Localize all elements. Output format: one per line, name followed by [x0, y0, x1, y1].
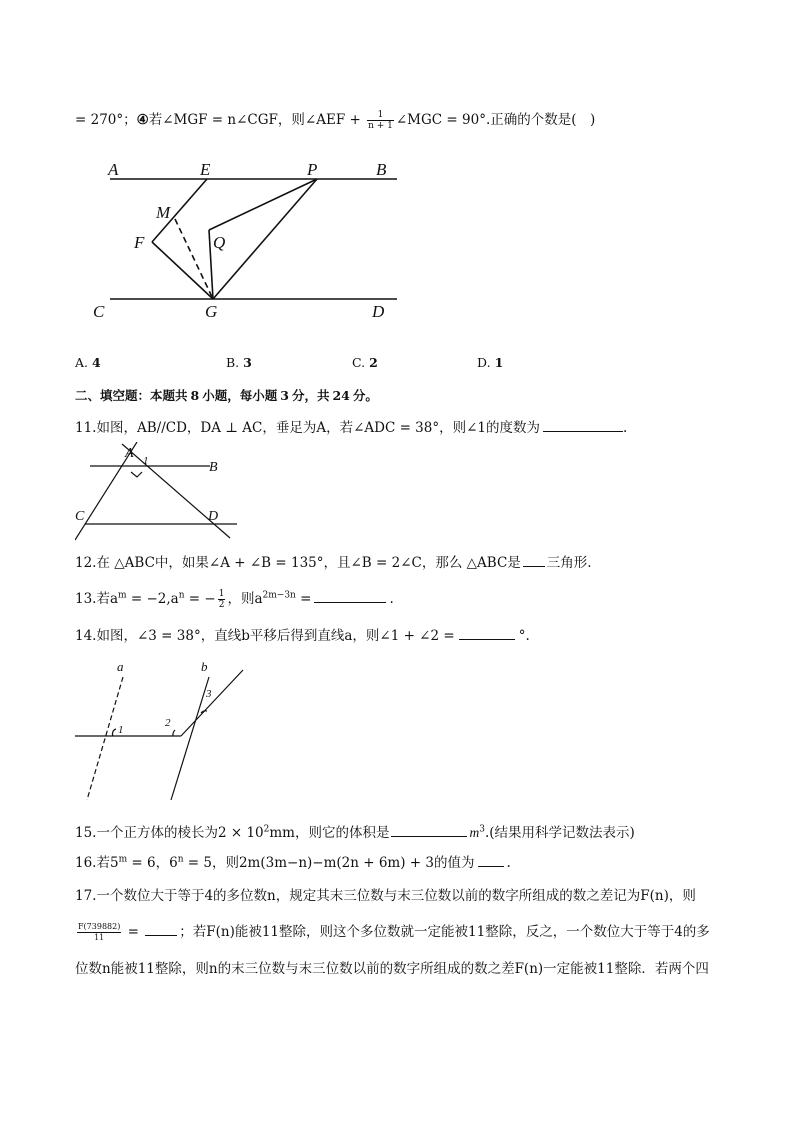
label-angle-1: 1: [118, 724, 124, 736]
q13-text: 13.若$a^m = -2,a^n$ = − $\frac{1}{2}$ ，则$a^{2m-3n}$ = .: [75, 589, 394, 610]
q17-line-2: $\frac{F(739882)}{11}$ = ；若F(n)能被11整除，则这个多位数就一定能被11整除，反之，一个数位大于等于4的多: [78, 922, 710, 942]
q17-line-3: 位数n能被11整除，则n的末三位数与末三位数以前的数字所组成的数之差F(n)一定能被11整除．若两个四: [75, 961, 709, 977]
q11-figure: [75, 442, 245, 542]
q12-answer-blank[interactable]: [523, 554, 545, 567]
q17-answer-blank[interactable]: [145, 923, 177, 936]
right-angle-mark: [131, 472, 142, 477]
frac-denominator: n + 1: [368, 121, 393, 131]
q13-answer-blank[interactable]: [314, 590, 386, 603]
label-d: D: [372, 302, 385, 321]
q10-fraction: [367, 110, 394, 131]
section-2-heading: 二、填空题：本题共 8 小题，每小题 3 分，共 24 分。: [75, 388, 378, 403]
label-e: E: [200, 160, 211, 179]
q10-text-line: [75, 108, 595, 131]
choice-b[interactable]: B. 3: [226, 355, 252, 370]
label-g: G: [205, 302, 218, 321]
label-c: C: [93, 302, 105, 321]
q15-answer-blank[interactable]: [391, 824, 467, 837]
q10-figure: [85, 150, 415, 330]
q14-figure: [75, 655, 250, 805]
label-p: P: [307, 160, 318, 179]
q10-question: ∠MGC = 90°.正确的个数是( ): [395, 112, 596, 128]
line-b: [171, 677, 209, 800]
label-b: b: [201, 659, 208, 674]
label-angle-1: 1: [143, 455, 149, 467]
label-q: Q: [213, 233, 226, 252]
q10-prev-end: = 270°；: [75, 112, 137, 128]
label-m: M: [156, 203, 171, 222]
label-b: B: [209, 460, 218, 475]
label-b: B: [376, 160, 387, 179]
segment-pq: [209, 179, 317, 230]
segment-fg: [152, 242, 213, 299]
q16-answer-blank[interactable]: [478, 854, 504, 867]
choice-d[interactable]: D. 1: [477, 355, 504, 370]
choice-a[interactable]: A. 4: [75, 355, 101, 370]
angle-1-arc: [112, 729, 116, 736]
segment-pg: [213, 179, 317, 299]
q11-answer-blank[interactable]: [543, 419, 623, 432]
label-f: F: [134, 233, 145, 252]
line-a-dashed: [87, 677, 123, 800]
label-a: A: [125, 446, 134, 461]
label-a: A: [108, 160, 119, 179]
frac-numerator: 1: [367, 110, 394, 121]
label-angle-3: 3: [206, 688, 212, 700]
angle-2-arc: [173, 730, 175, 736]
q15-text: 15.一个正方体的棱长为$2 \times 10^2mm$，则它的体积是 $m^3$.(结果用科学记数法表示): [75, 824, 635, 841]
choice-c[interactable]: C. 2: [352, 355, 378, 370]
q14-answer-blank[interactable]: [459, 627, 515, 640]
label-d: D: [208, 509, 219, 524]
label-a: a: [117, 659, 124, 674]
label-angle-2: 2: [165, 717, 171, 729]
q14-text: 14.如图，∠3 = 38°，直线b平移后得到直线a，则∠1 + ∠2 = °.: [75, 628, 530, 644]
label-c: C: [75, 509, 85, 524]
segment-mg-dashed: [175, 219, 213, 299]
circled-4: ④: [136, 112, 149, 128]
slanted-segment: [181, 670, 243, 736]
q12-text: 12.在 △ABC中，如果∠A + ∠B = 135°，且∠B = 2∠C，那么 △ABC是 三角形.: [75, 555, 592, 571]
q17-line-1: 17.一个数位大于等于4的多位数n，规定其末三位数与末三位数以前的数字所组成的数之差记为F(n)，则: [75, 888, 696, 904]
q11-text: 11.如图，AB//CD，DA ⊥ AC，垂足为A，若∠ADC = 38°，则∠1的度数为 .: [75, 420, 628, 436]
q16-text: 16.若$5^m = 6$，$6^n = 5$，则2m(3m−n)−m(2n + 6m) + 3的值为 .: [75, 854, 511, 871]
q10-statement-4: 若∠MGF = n∠CGF，则∠AEF +: [148, 112, 366, 128]
